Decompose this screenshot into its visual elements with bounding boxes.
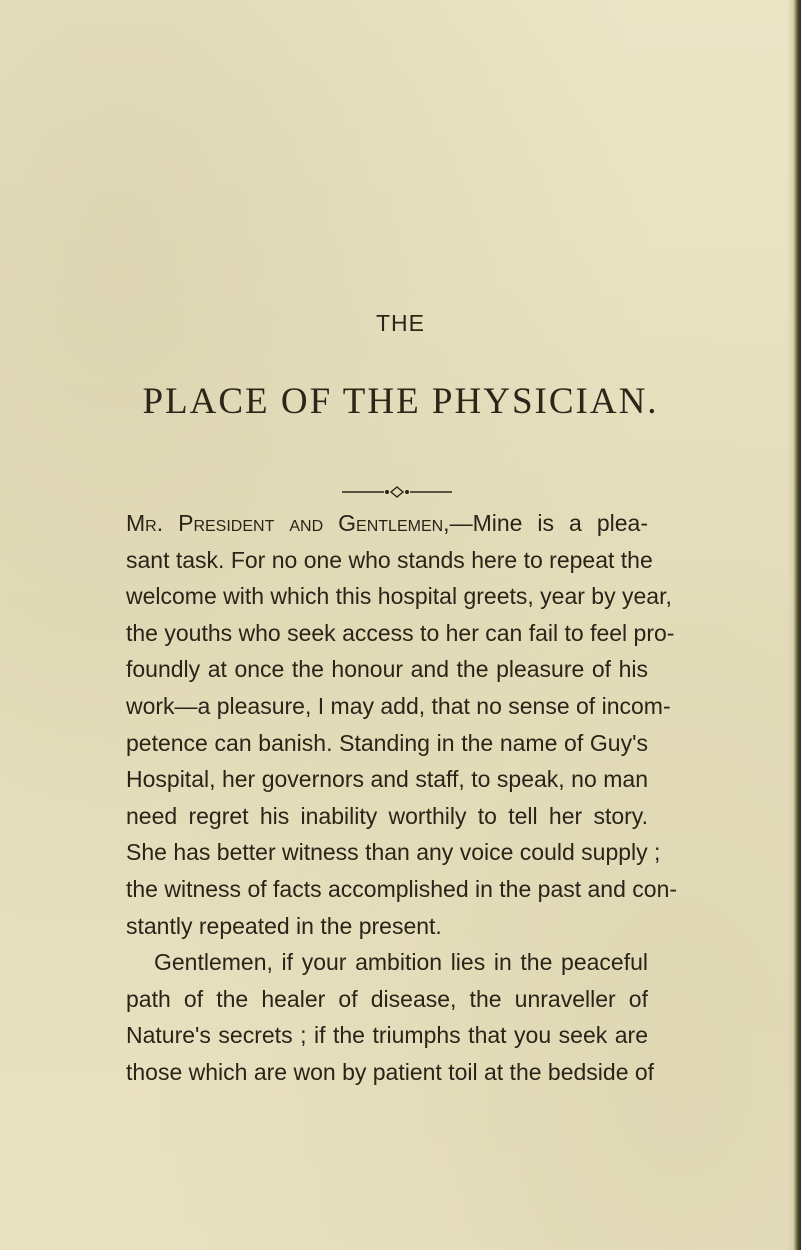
text-line: She has better witness than any voice could supply ; — [126, 839, 661, 866]
text-line: welcome with which this hospital greets, year by year, — [126, 583, 672, 610]
ornament-divider-icon — [342, 485, 452, 499]
text-line: path of the healer of disease, the unraveller of — [126, 985, 648, 1012]
text-line: foundly at once the honour and the pleasure of his — [126, 656, 648, 683]
text-line: sant task. For no one who stands here to repeat the — [126, 546, 653, 573]
text-line: petence can banish. Standing in the name of Guy's — [126, 729, 648, 756]
page-edge-shadow — [787, 0, 801, 1250]
text-line: the youths who seek access to her can fail to feel pro- — [126, 619, 675, 646]
text-line: Gentlemen, if your ambition lies in the peaceful — [154, 949, 648, 976]
text-line: those which are won by patient toil at the bedside of — [126, 1058, 655, 1085]
text-line: the witness of facts accomplished in the past and con- — [126, 875, 678, 902]
text-line-part: —Mine is a plea- — [449, 510, 648, 536]
text-line: Nature's secrets ; if the triumphs that you seek are — [126, 1022, 648, 1049]
heading-the: THE — [376, 310, 425, 336]
body-text — [126, 505, 678, 1091]
text-line: stantly repeated in the present. — [126, 912, 442, 939]
text-line: need regret his inability worthily to tell her story. — [126, 802, 648, 829]
chapter-title: PLACE OF THE PHYSICIAN. — [142, 381, 659, 422]
opening-salutation: Mr. President and Gentlemen, — [126, 510, 450, 536]
text-line — [126, 505, 648, 542]
text-line: work—a pleasure, I may add, that no sense of incom- — [126, 692, 671, 719]
text-line: Hospital, her governors and staff, to speak, no man — [126, 766, 648, 793]
